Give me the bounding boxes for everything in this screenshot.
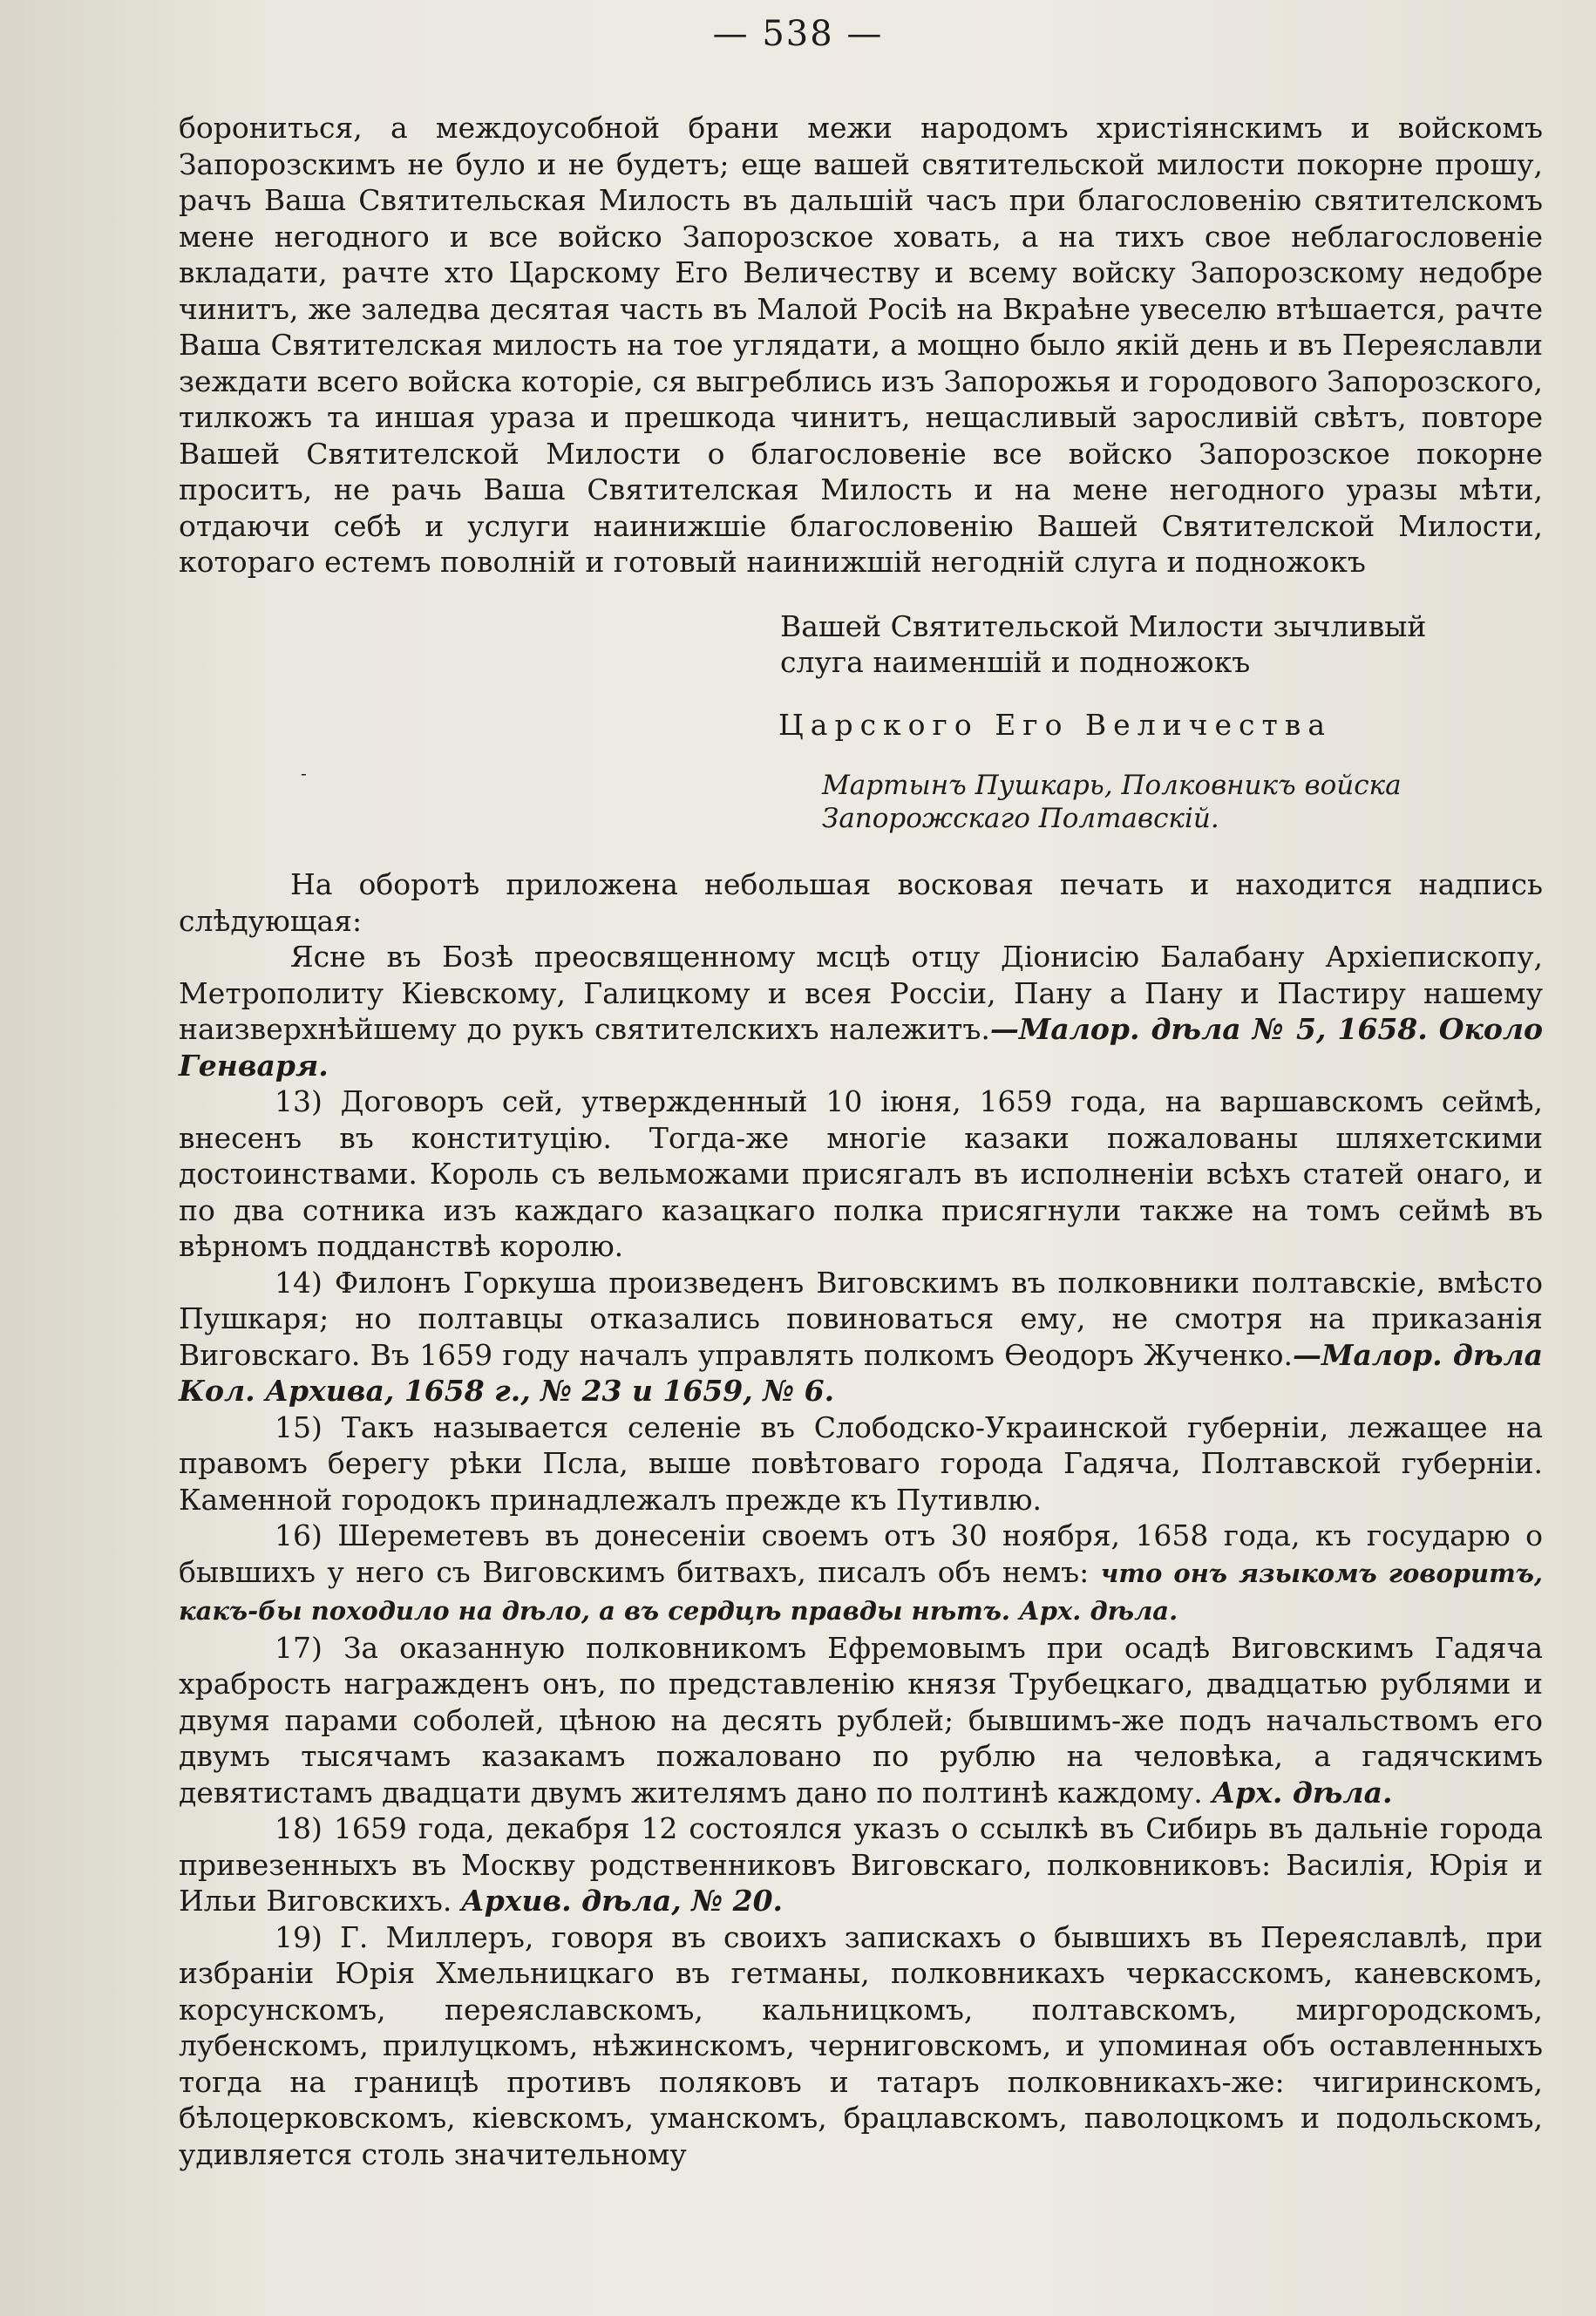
page-number: — 538 — [712,14,884,54]
note-19: 19) Г. Миллеръ, говоря въ своихъ запискахъ о бывшихъ въ Переяславлѣ, при избраніи Юрія Хмельницкаго въ гетманы, полковникахъ черкасскомъ, каневскомъ, корсунскомъ, переяславскомъ, кальницкомъ, полтавскомъ, миргородскомъ, лубенскомъ, прилуцкомъ, нѣжинскомъ, черниговскомъ, и упоминая объ оставленныхъ тогда на границѣ противъ поляковъ и татаръ полковникахъ-же: чигиринскомъ, бѣлоцерковскомъ, кіевскомъ, уманскомъ, брацлавскомъ, паволоцкомъ и подольскомъ, удивляется столь значительному [179,1919,1543,2171]
address-text: Ясне въ Бозѣ преосвященному мсцѣ отцу Діонисію Балабану Архіепископу, Метрополиту Кіевскому, Галицкому и всея Россіи, Пану а Пану и Пастиру нашему наизверхнѣйшему до рукъ святителскихъ належитъ. [179,940,1543,1046]
note-14-source: —Малор. дѣла Кол. Архива, 1658 г., № 23 и 1659, № 6. [179,1337,1543,1408]
note-17-text: 17) За оказанную полковникомъ Ефремовымъ при осадѣ Виговскимъ Гадяча храбрость награжденъ онъ, по представленію князя Трубецкаго, двадцатью рублями и двумя парами соболей, цѣною на десять рублей; бывшимъ-же подъ начальствомъ его двумъ тысячамъ казакамъ пожаловано по рублю на человѣка, а гадячскимъ девятистамъ двадцати двумъ жителямъ дано по полтинѣ каждому. [179,1630,1543,1810]
signature-line-2: слуга наименшій и подножокъ [780,645,1251,679]
note-17-source: Арх. дѣла. [1212,1775,1393,1810]
note-14 [179,1265,1543,1409]
note-16 [179,1518,1543,1630]
signature-line-3: Царского Его Величества [778,707,1333,742]
note-16-quote: что онъ языкомъ говоритъ, какъ-бы походило на дѣло, а въ сердцѣ правды нѣтъ. Арх. дѣла. [179,1558,1544,1626]
note-18 [179,1810,1543,1919]
signature-name: Мартынъ Пушкарь, Полковникъ войска Запорожскаго Полтавскій. [822,770,1402,834]
note-address [179,939,1543,1083]
note-15: 15) Такъ называется селеніе въ Слободско-Украинской губерніи, лежащее на правомъ берегу рѣки Псла, выше повѣтоваго города Гадяча, Полтавской губерніи. Каменной городокъ принадлежалъ прежде къ Путивлю. [179,1409,1543,1517]
note-18-source: Архив. дѣла, № 20. [460,1884,784,1918]
note-14-text: 14) Филонъ Горкуша произведенъ Виговскимъ въ полковники полтавскіе, вмѣсто Пушкаря; но полтавцы отказались повиноваться ему, не смотря на приказанія Виговскаго. Въ 1659 году началъ управлять полкомъ Ѳеодоръ Жученко. [179,1265,1543,1372]
note-intro: На оборотѣ приложена небольшая восковая печать и находится надпись слѣдующая: [179,867,1543,938]
stray-mark: - [301,763,307,784]
page-text [179,110,1543,2172]
letter-body: борониться, а междоусобной брани межи народомъ христіянскимъ и войскомъ Запорозскимъ не було и не будетъ; еще вашей святительской милости покорне прошу, рачъ Ваша Святительская Милость въ дальшій часъ при благословенію святителскомъ мене негодного и все войско Запорозское ховать, а на тихъ свое неблагословеніе вкладати, рачте хто Царскому Его Величеству и всему войску Запорозскому недобре чинитъ, же заледва десятая часть въ Малой Росіѣ на Вкраѣне увеселю втѣшается, рачте Ваша Святителская милость на тое углядати, а мощно было якій день и въ Переяславли зеждати всего войска которіе, ся выгреблись изъ Запорожья и городового Запорозского, тилкожъ та иншая ураза и прешкода чинитъ, нещасливый заросливій свѣтъ, повторе Вашей Святителской Милости о благословеніе все войско Запорозское покорне проситъ, не рачь Ваша Святителская Милость и на мене негодного уразы мѣти, отдаючи себѣ и услуги наинижшіе благословенію Вашей Святителской Милости, котораго естемъ поволній и готовый наинижшій негодній слуга и подножокъ [179,111,1543,579]
address-source: —Малор. дѣла № 5, 1658. Около Генваря. [179,1012,1543,1083]
note-18-text: 18) 1659 года, декабря 12 состоялся указъ о ссылкѣ въ Сибирь въ дальніе города привезенныхъ въ Москву родственниковъ Виговскаго, полковниковъ: Василія, Юрія и Ильи Виговскихъ. [179,1811,1543,1918]
note-16-text: 16) Шереметевъ въ донесеніи своемъ отъ 30 ноября, 1658 года, къ государю о бывшихъ у него съ Виговскимъ битвахъ, писалъ объ немъ: [179,1518,1543,1589]
note-13: 13) Договоръ сей, утвержденный 10 іюня, 1659 года, на варшавскомъ сеймѣ, внесенъ въ конституцію. Тогда-же многіе казаки пожалованы шляхетскими достоинствами. Король съ вельможами присягалъ въ исполненіи всѣхъ статей онаго, и по два сотника изъ каждаго казацкаго полка присягнули также на томъ сеймѣ въ вѣрномъ подданствѣ королю. [179,1084,1543,1263]
note-17 [179,1630,1543,1811]
signature-line-1: Вашей Святительской Милости зычливый [780,608,1427,643]
